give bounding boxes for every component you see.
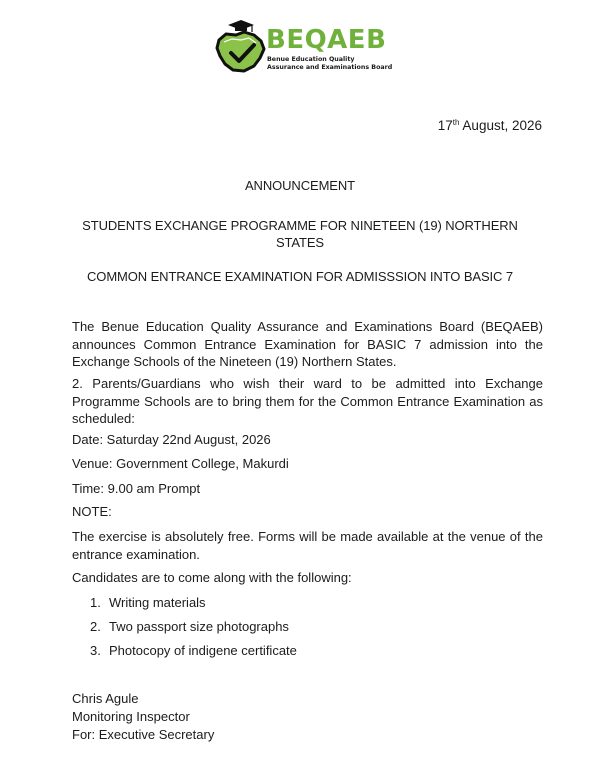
date-day: 17 bbox=[437, 118, 453, 133]
list-item bbox=[90, 594, 206, 611]
logo-wordmark: BEQAEB bbox=[266, 25, 387, 55]
letterhead bbox=[214, 18, 404, 82]
benue-map-icon bbox=[217, 32, 264, 71]
logo-subtitle bbox=[267, 56, 392, 72]
list-item bbox=[90, 642, 297, 659]
list-item-text: Two passport size photographs bbox=[109, 619, 289, 634]
programme-heading-line-2: STATES bbox=[275, 235, 325, 250]
exam-venue-line: Venue: Government College, Makurdi bbox=[72, 456, 289, 471]
list-item-number: 3. bbox=[90, 643, 101, 658]
note-paragraph: The exercise is absolutely free. Forms will be made available at the venue of the entrance examination. bbox=[72, 529, 543, 562]
logo-subtitle-line-2: Assurance and Examinations Board bbox=[267, 64, 393, 71]
date-rest: August, 2026 bbox=[459, 118, 542, 133]
intro-paragraph: The Benue Education Quality Assurance and Examinations Board (BEQAEB) announces Common Entrance Examination for BASIC 7 admission into the Exchange Schools of the Nineteen (19) Northern States. bbox=[72, 319, 543, 369]
signatory-title: Monitoring Inspector bbox=[72, 709, 190, 724]
letter-date bbox=[438, 117, 542, 135]
graduation-cap-icon bbox=[228, 20, 254, 32]
signatory-name: Chris Agule bbox=[72, 691, 139, 706]
list-item-number: 1. bbox=[90, 595, 101, 610]
logo-subtitle-line-1: Benue Education Quality bbox=[267, 56, 355, 63]
parents-paragraph: 2. Parents/Guardians who wish their ward to be admitted into Exchange Programme Schools are to bring them for the Common Entrance Examination as scheduled: bbox=[72, 376, 543, 426]
announcement-heading: ANNOUNCEMENT bbox=[244, 178, 356, 193]
list-item-text: Writing materials bbox=[109, 595, 206, 610]
candidates-intro: Candidates are to come along with the following: bbox=[72, 570, 352, 585]
exam-time-line: Time: 9.00 am Prompt bbox=[72, 481, 201, 496]
exam-date-line: Date: Saturday 22nd August, 2026 bbox=[72, 432, 271, 447]
list-item-text: Photocopy of indigene certificate bbox=[109, 643, 297, 658]
exam-heading: COMMON ENTRANCE EXAMINATION FOR ADMISSSION INTO BASIC 7 bbox=[87, 269, 513, 284]
list-item-number: 2. bbox=[90, 619, 101, 634]
programme-heading-line-1: STUDENTS EXCHANGE PROGRAMME FOR NINETEEN (19) NORTHERN bbox=[82, 218, 518, 233]
note-label: NOTE: bbox=[72, 504, 112, 519]
signatory-for: For: Executive Secretary bbox=[72, 727, 215, 742]
beqaeb-logo-icon bbox=[214, 18, 270, 76]
list-item bbox=[90, 618, 289, 635]
date-suffix: th bbox=[452, 118, 460, 127]
